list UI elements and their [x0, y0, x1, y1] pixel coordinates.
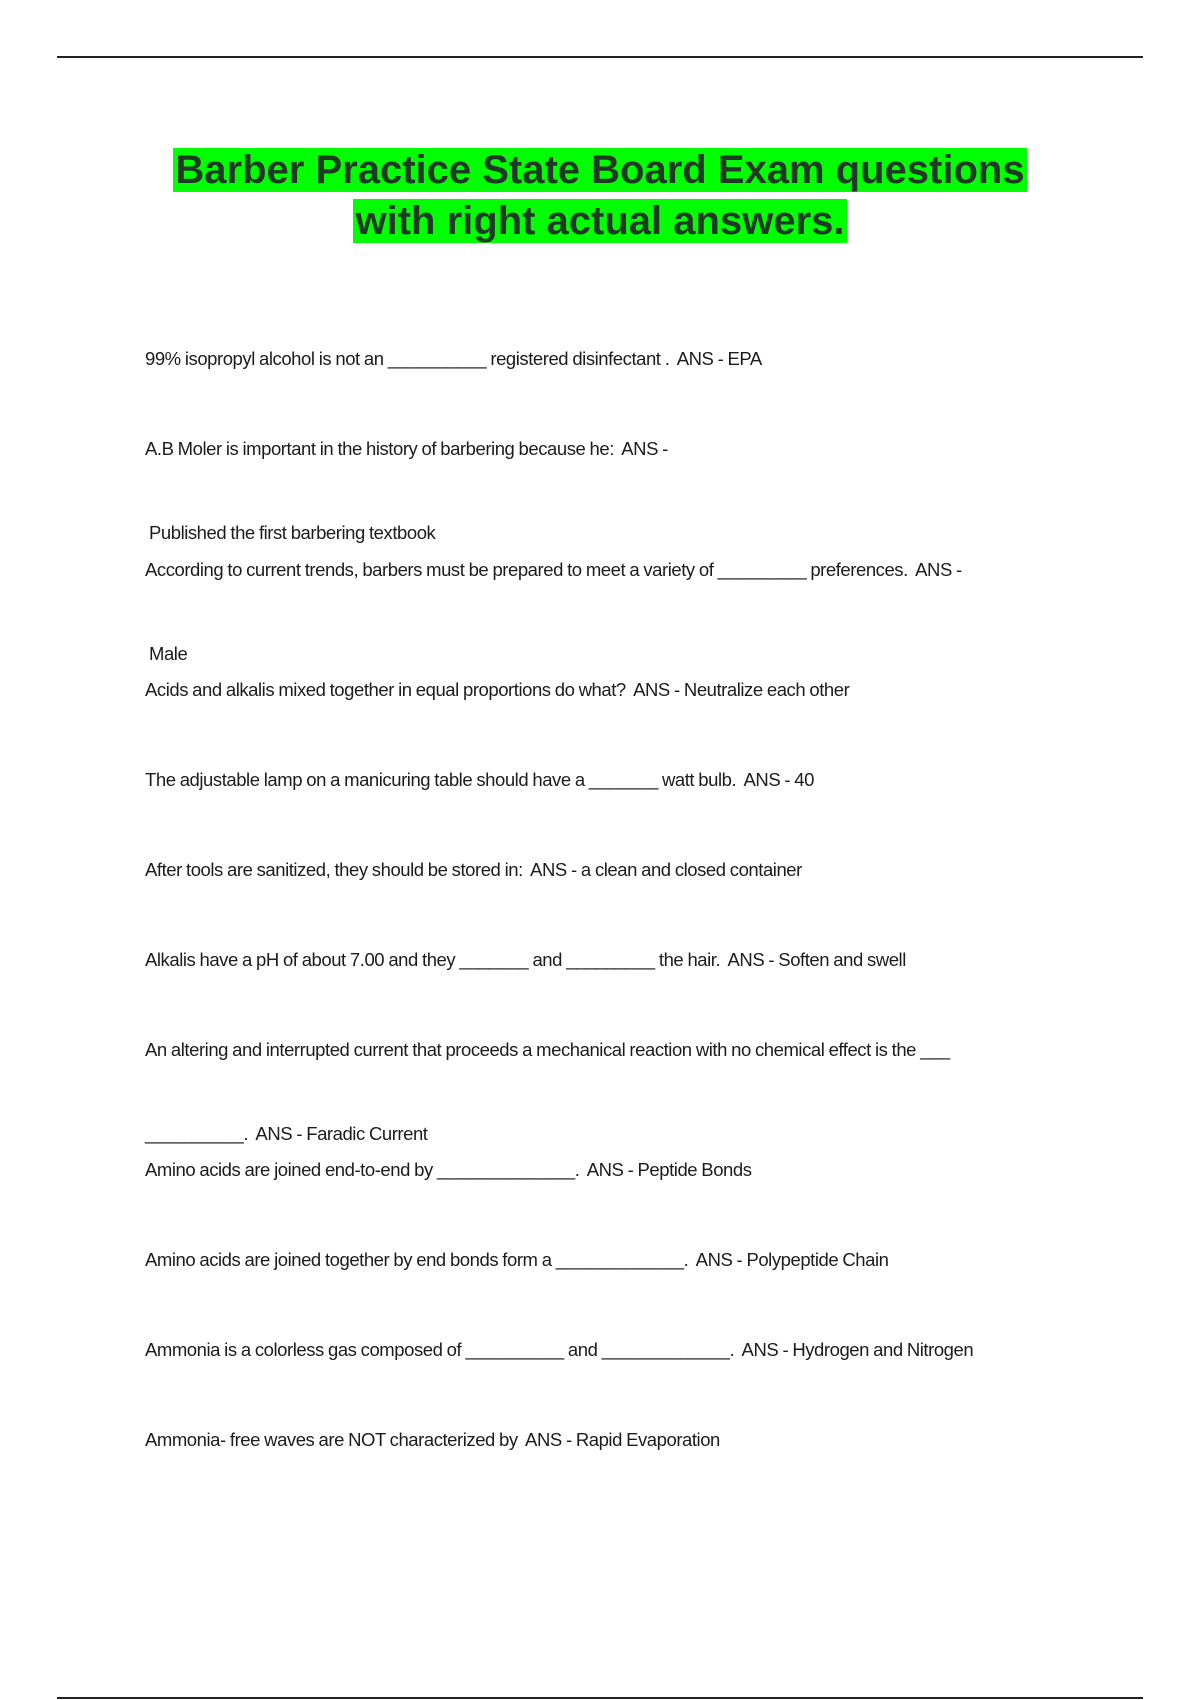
qa-line: After tools are sanitized, they should be stored in: ANS - a clean and closed container: [145, 859, 802, 880]
qa-line: The adjustable lamp on a manicuring table should have a _______ watt bulb. ANS - 40: [145, 769, 814, 790]
qa-line: Acids and alkalis mixed together in equal proportions do what? ANS - Neutralize each other: [145, 679, 850, 700]
qa-line: A.B Moler is important in the history of barbering because he: ANS -: [145, 438, 668, 459]
qa-line: Ammonia is a colorless gas composed of __________ and _____________. ANS - Hydrogen and Nitrogen: [145, 1339, 974, 1360]
qa-line: Amino acids are joined together by end bonds form a _____________. ANS - Polypeptide Chain: [145, 1249, 889, 1270]
qa-line: 99% isopropyl alcohol is not an __________ registered disinfectant . ANS - EPA: [145, 348, 762, 369]
qa-line-continuation: Male: [149, 643, 188, 664]
qa-line: According to current trends, barbers must be prepared to meet a variety of _________ preferences. ANS -: [145, 559, 962, 580]
header-rule: [57, 56, 1143, 58]
qa-line: Ammonia- free waves are NOT characterized by ANS - Rapid Evaporation: [145, 1429, 720, 1450]
title-line-2: with right actual answers.: [355, 199, 845, 243]
qa-line-continuation: Published the first barbering textbook: [149, 522, 436, 543]
qa-line-continuation: __________. ANS - Faradic Current: [145, 1123, 428, 1144]
qa-line: Amino acids are joined end-to-end by ______________. ANS - Peptide Bonds: [145, 1159, 752, 1180]
qa-item-12: [145, 1370, 1090, 1482]
document-title: [0, 145, 1200, 247]
title-line-1: Barber Practice State Board Exam questions: [175, 148, 1025, 192]
qa-line: Alkalis have a pH of about 7.00 and they _______ and _________ the hair. ANS - Soften and swell: [145, 949, 906, 970]
footer-rule: [57, 1697, 1143, 1699]
qa-line: An altering and interrupted current that proceeds a mechanical reaction with no chemical effect is the ___: [145, 1039, 950, 1060]
